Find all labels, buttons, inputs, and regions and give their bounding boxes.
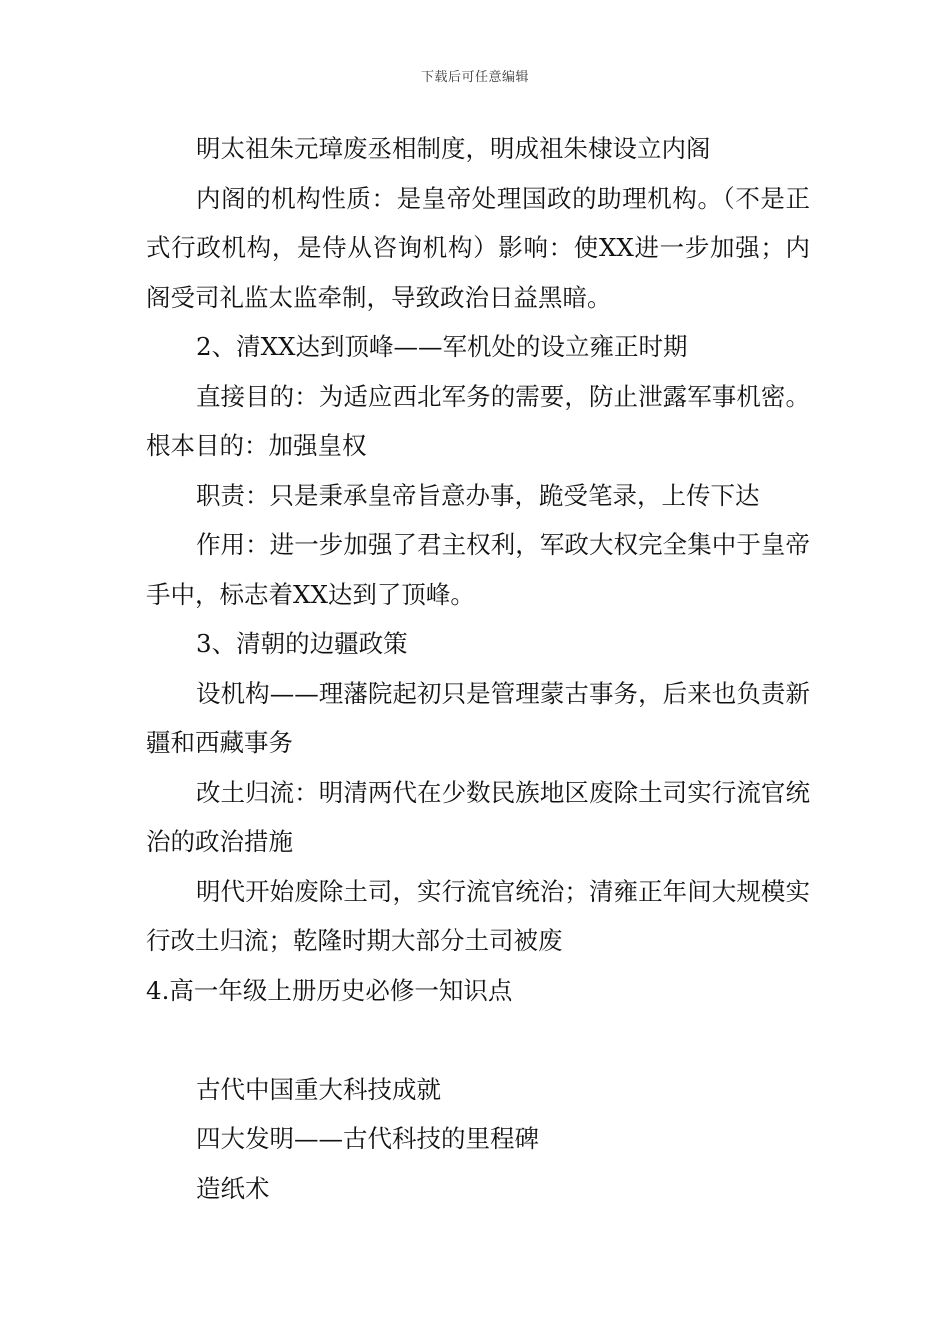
document-body xyxy=(146,124,810,1213)
paragraph: 作用：进一步加强了君主权利，军政大权完全集中于皇帝手中，标志着XX达到了顶峰。 xyxy=(146,530,810,609)
paragraph: 职责：只是秉承皇帝旨意办事，跪受笔录，上传下达 xyxy=(196,480,760,510)
paragraph: 3、清朝的边疆政策 xyxy=(196,629,408,658)
blank-line xyxy=(146,1015,810,1065)
paragraph: 设机构——理藩院起初只是管理蒙古事务，后来也负责新疆和西藏事务 xyxy=(146,678,810,757)
paragraph: 内阁的机构性质：是皇帝处理国政的助理机构。（不是正式行政机构，是侍从咨询机构）影响：使XX进一步加强；内阁受司礼监太监牵制，导致政治日益黑暗。 xyxy=(146,183,810,312)
paragraph: 改土归流：明清两代在少数民族地区废除土司实行流官统治的政治措施 xyxy=(146,777,810,856)
paragraph: 古代中国重大科技成就 xyxy=(196,1074,441,1104)
paragraph: 直接目的：为适应西北军务的需要，防止泄露军事机密。根本目的：加强皇权 xyxy=(146,381,810,460)
paragraph: 2、清XX达到顶峰——军机处的设立雍正时期 xyxy=(196,332,688,361)
section-heading: 4.高一年级上册历史必修一知识点 xyxy=(146,975,513,1005)
paragraph: 明代开始废除土司，实行流官统治；清雍正年间大规模实行改土归流；乾隆时期大部分土司被废 xyxy=(146,876,810,955)
paragraph: 明太祖朱元璋废丞相制度，明成祖朱棣设立内阁 xyxy=(196,134,711,163)
paragraph: 四大发明——古代科技的里程碑 xyxy=(196,1124,539,1153)
page-header: 下载后可任意编辑 xyxy=(420,70,529,85)
paragraph: 造纸术 xyxy=(196,1173,270,1203)
